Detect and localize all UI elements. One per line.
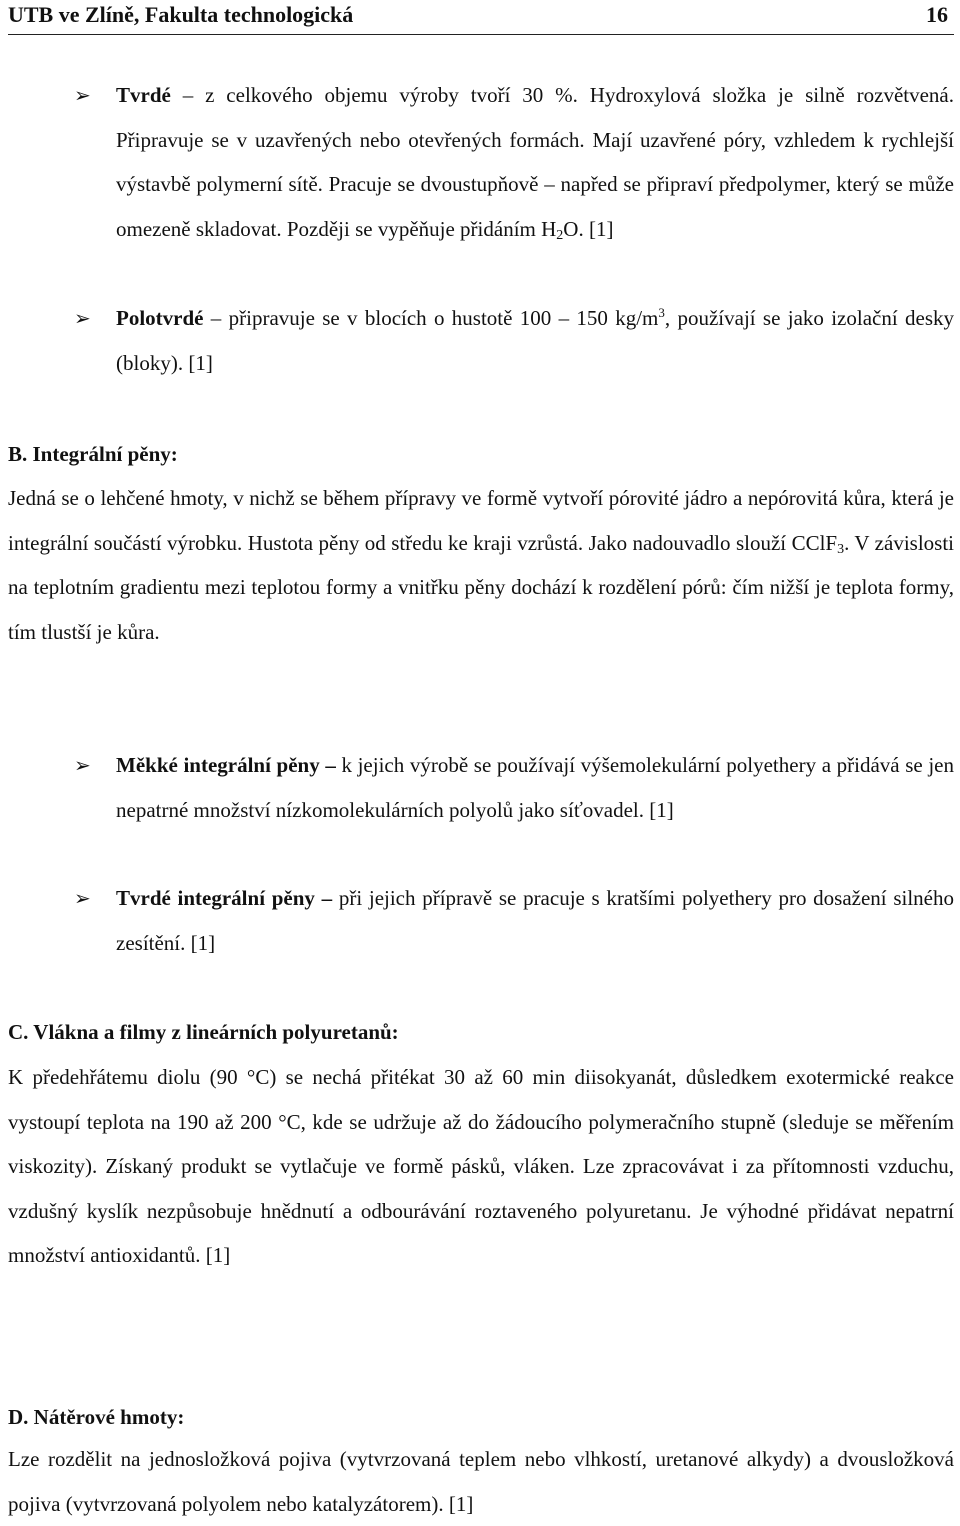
header-title: UTB ve Zlíně, Fakulta technologická xyxy=(8,2,354,27)
item-text: při jejich přípravě se pracuje s kratšími polyethery pro dosažení silného zesítění. [1] xyxy=(116,886,954,955)
list-item-text xyxy=(116,743,954,832)
paragraph-text: Jedná se o lehčené hmoty, v nichž se během přípravy ve formě vytvoří pórovité jádro a nepórovitá kůra, která je integrální součástí výrobku. Hustota pěny od středu ke kraji vzrůstá. Jako nadouvadlo slouží CClF xyxy=(8,486,954,555)
arrowhead-bullet-icon: ➢ xyxy=(74,306,91,330)
section-c-paragraph: K předehřátemu diolu (90 °C) se nechá přitékat 30 až 60 min diisokyanát, důsledkem exotermické reakce vystoupí teplota na 190 až 200 °C, kde se udržuje až do žádoucího polymeračního stupně (sleduje se měřením viskozity). Získaný produkt se vytlačuje ve formě pásků, vláken. Lze zpracovávat i za přítomnosti vzduchu, vzdušný kyslík nezpůsobuje hnědnutí a odbourávání roztaveného polyuretanu. Je výhodné přidávat nepatrní množství antioxidantů. [1] xyxy=(8,1065,954,1267)
section-d-paragraph: Lze rozdělit na jednosložková pojiva (vytvrzovaná teplem nebo vlhkostí, uretanové alkydy) a dvousložková pojiva (vytvrzovaná polyolem nebo katalyzátorem). [1] xyxy=(8,1447,954,1516)
section-heading-d: D. Nátěrové hmoty: xyxy=(8,1405,185,1429)
term-bold: Tvrdé integrální pěny – xyxy=(116,886,333,910)
item-text: – připravuje se v blocích o hustotě 100 – 150 kg/m xyxy=(203,306,659,330)
list-item-tvrde-integralni xyxy=(74,876,954,965)
term-bold: Polotvrdé xyxy=(116,306,204,330)
item-text-end: O. [1] xyxy=(563,216,614,241)
arrowhead-bullet-icon: ➢ xyxy=(74,753,91,777)
term-bold: Měkké integrální pěny – xyxy=(116,753,336,777)
list-item-tvrde xyxy=(74,73,954,251)
arrowhead-bullet-icon: ➢ xyxy=(74,83,91,107)
page-header xyxy=(8,0,954,35)
list-item-text xyxy=(116,296,954,385)
item-text-end: , používají se jako izolační desky (bloky). [1] xyxy=(116,306,954,375)
list-item-text xyxy=(116,876,954,965)
list-item-mekke-integralni xyxy=(74,743,954,832)
arrowhead-bullet-icon: ➢ xyxy=(74,886,91,910)
page-number: 16 xyxy=(926,2,948,27)
section-heading-c: C. Vlákna a filmy z lineárních polyuretanů: xyxy=(8,1020,399,1044)
list-item-polotvrde xyxy=(74,296,954,385)
paragraph-text-end: . V závislosti na teplotním gradientu mezi teplotou formy a vnitřku pěny dochází k rozdělení pórů: čím nižší je teplota formy, tím tlustší je kůra. xyxy=(8,530,954,644)
superscript: 3 xyxy=(658,305,665,320)
item-text: k jejich výrobě se používají výšemolekulární polyethery a přidává se jen nepatrné množství nízkomolekulárních polyolů jako síťovadel. [1] xyxy=(116,753,954,822)
section-b-paragraph xyxy=(8,476,954,654)
subscript: 2 xyxy=(556,227,564,243)
item-text: – z celkového objemu výroby tvoří 30 %. Hydroxylová složka je silně rozvětvená. Připravuje se v uzavřených nebo otevřených formách. Mají uzavřené póry, vzhledem k rychlejší výstavbě polymerní sítě. Pracuje se dvoustupňově – napřed se připraví předpolymer, který se může omezeně skladovat. Později se vypěňuje přidáním H xyxy=(116,83,954,241)
list-item-text xyxy=(116,73,954,251)
term-bold: Tvrdé xyxy=(116,83,171,107)
section-heading-b: B. Integrální pěny: xyxy=(8,442,178,466)
subscript: 3 xyxy=(837,541,845,557)
